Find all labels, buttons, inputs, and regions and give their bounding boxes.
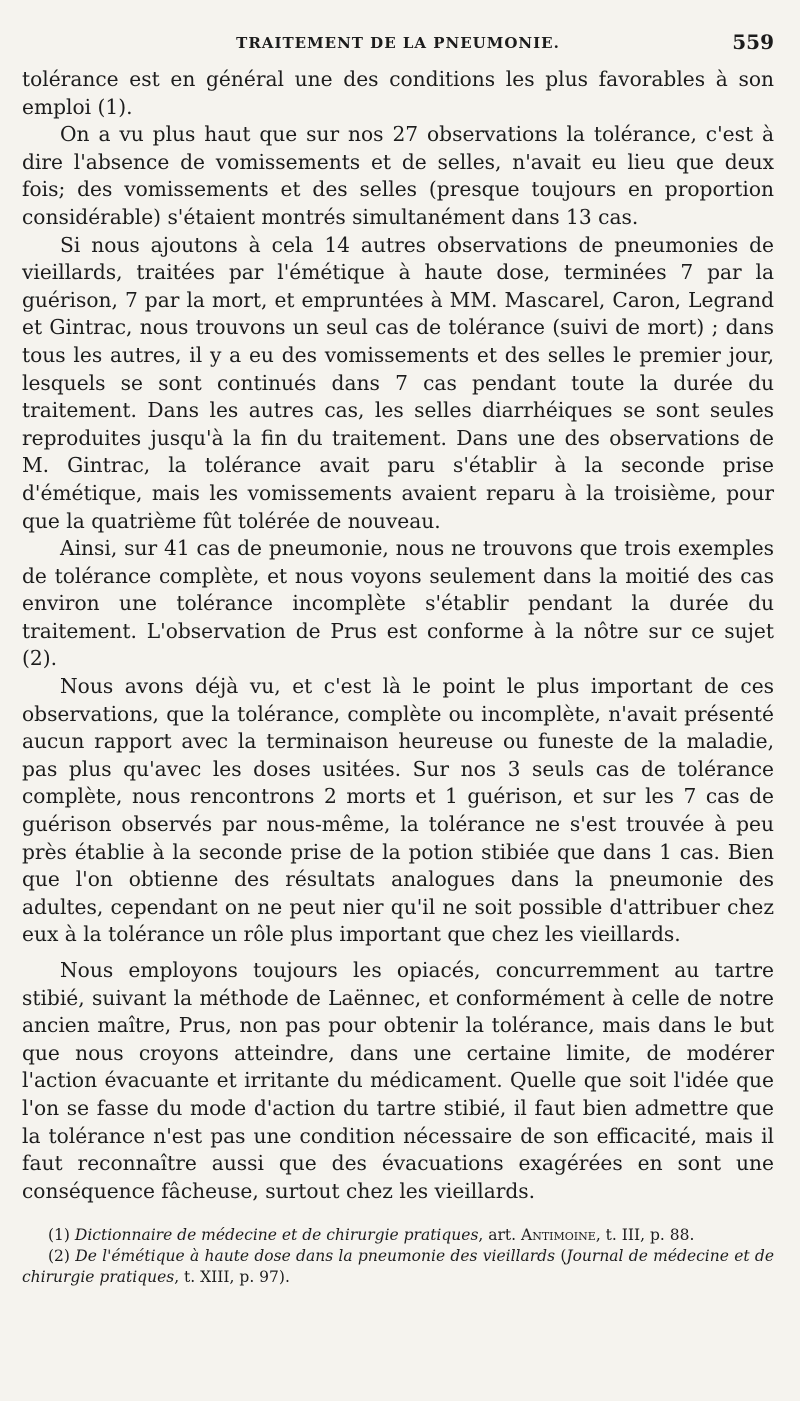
paragraph: Nous employons toujours les opiacés, concurremment au tartre stibié, suivant la méthode de Laënnec, et conformément à celle de notre ancien maître, Prus, non pas pour obtenir la tolérance, mais dans le but que nous croyons atteindre, dans une certaine limite, de modérer l'action évacuante et irritante du médicament. Quelle que soit l'idée que l'on se fasse du mode d'action du tartre stibié, il faut bien admettre que la tolérance n'est pas une condition nécessaire de son efficacité, mais il faut reconnaître aussi que des évacuations exagérées en sont une conséquence fâcheuse, surtout chez les vieillards. xyxy=(22,958,774,1203)
footnote-separator: , art. xyxy=(478,1226,522,1245)
paragraph-continuation: tolérance est en général une des conditions les plus favorables à son emploi (1). xyxy=(22,67,774,119)
footnote-reference: , t. III, p. 88. xyxy=(595,1226,695,1245)
footnote-work-title: Dictionnaire de médecine et de chirurgie pratiques xyxy=(74,1226,479,1245)
footnote-marker: (2) xyxy=(48,1247,70,1266)
footnote-article: Antimoine xyxy=(521,1226,596,1245)
footnote-1 xyxy=(22,1225,774,1246)
footnote-reference: , t. XIII, p. 97). xyxy=(174,1268,290,1287)
footnotes xyxy=(22,1225,774,1288)
footnote-work-title: De l'émétique à haute dose dans la pneumonie des vieillards xyxy=(75,1247,556,1266)
running-title: TRAITEMENT DE LA PNEUMONIE. xyxy=(236,34,560,52)
page-number: 559 xyxy=(732,30,774,54)
paragraph: Si nous ajoutons à cela 14 autres observations de pneumonies de vieillards, traitées par l'émétique à haute dose, terminées 7 par la guérison, 7 par la mort, et empruntées à MM. Mascarel, Caron, Legrand et Gintrac, nous trouvons un seul cas de tolérance (suivi de mort) ; dans tous les autres, il y a eu des vomissements et des selles le premier jour, lesquels se sont continués dans 7 cas pendant toute la durée du traitement. Dans les autres cas, les selles diarrhéiques se sont seules reproduites jusqu'à la fin du traitement. Dans une des observations de M. Gintrac, la tolérance avait paru s'établir à la seconde prise d'émétique, mais les vomissements avaient reparu à la troisième, pour que la quatrième fût tolérée de nouveau. xyxy=(22,232,774,533)
footnote-marker: (1) xyxy=(48,1226,70,1245)
paragraph: On a vu plus haut que sur nos 27 observations la tolérance, c'est à dire l'absence de vomissements et de selles, n'avait eu lieu que deux fois; des vomissements et des selles (presque toujours en proportion considérable) s'étaient montrés simultanément dans 13 cas. xyxy=(22,122,774,229)
footnote-2 xyxy=(22,1246,774,1288)
paragraph: Ainsi, sur 41 cas de pneumonie, nous ne trouvons que trois exemples de tolérance complète, et nous voyons seulement dans la moitié des cas environ une tolérance incomplète s'établir pendant la durée du traitement. L'observation de Prus est conforme à la nôtre sur ce sujet (2). xyxy=(22,536,774,671)
running-head xyxy=(22,28,774,62)
body-text xyxy=(22,66,774,1205)
footnote-journal: Journal de médecine et de chirurgie pratiques xyxy=(22,1247,774,1287)
footnote-open-paren: ( xyxy=(555,1247,567,1266)
book-page xyxy=(22,28,774,1388)
paragraph: Nous avons déjà vu, et c'est là le point le plus important de ces observations, que la tolérance, complète ou incomplète, n'avait présenté aucun rapport avec la terminaison heureuse ou funeste de la maladie, pas plus qu'avec les doses usitées. Sur nos 3 seuls cas de tolérance complète, nous rencontrons 2 morts et 1 guérison, et sur les 7 cas de guérison observés par nous-même, la tolérance ne s'est trouvée à peu près établie à la seconde prise de la potion stibiée que dans 1 cas. Bien que l'on obtienne des résultats analogues dans la pneumonie des adultes, cependant on ne peut nier qu'il ne soit possible d'attribuer chez eux à la tolérance un rôle plus important que chez les vieillards. xyxy=(22,674,774,947)
